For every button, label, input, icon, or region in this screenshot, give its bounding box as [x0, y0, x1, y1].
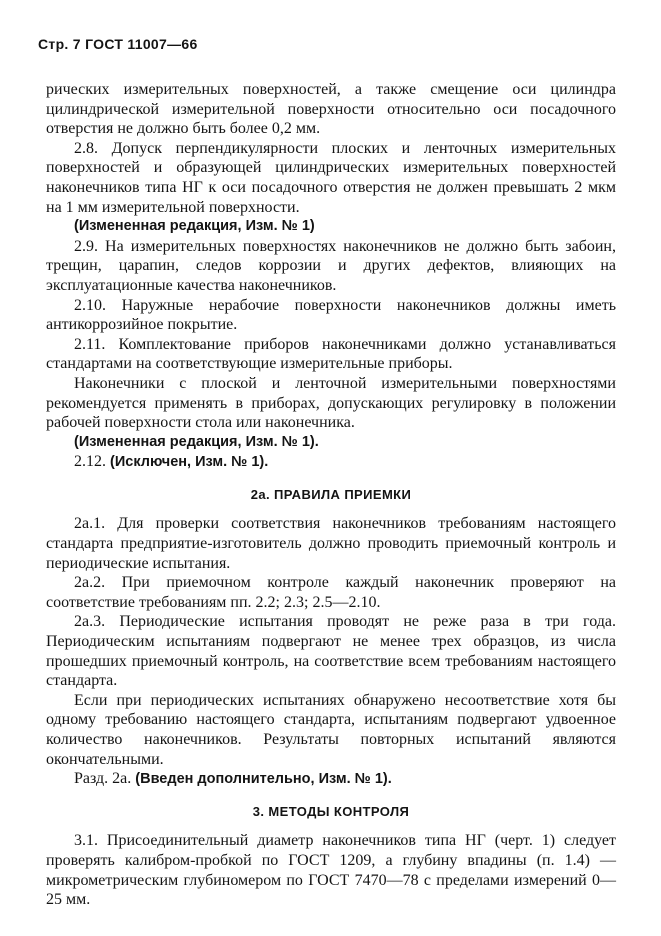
paragraph-2-11: 2.11. Комплектование приборов наконечниками должно устанавливаться стандартами на соответствующие измерительные приборы. — [46, 335, 616, 373]
page-header: Стр. 7 ГОСТ 11007—66 — [38, 36, 198, 52]
paragraph-2a-1: 2а.1. Для проверки соответствия наконечников требованиям настоящего стандарта предприятие-изготовитель должно проводить приемочный контроль и периодические испытания. — [46, 515, 616, 572]
amendment-note-2-8: (Измененная редакция, Изм. № 1) — [74, 218, 315, 235]
paragraph-2a-3-continuation: Если при периодических испытаниях обнаружено несоответствие хотя бы одному требованию настоящего стандарта, испытаниям подвергают удвоенное количество наконечников. Результаты повторных испытаний являются окончательными. — [46, 691, 616, 768]
paragraph-2a-3: 2а.3. Периодические испытания проводят не реже раза в три года. Периодическим испытаниям подвергают не менее трех образцов, из числа прошедших приемочный контроль, на соответствие всем требованиям настоящего стандарта. — [46, 613, 616, 690]
paragraph-2-12-number: 2.12. — [74, 453, 106, 471]
section-title-3: 3. МЕТОДЫ КОНТРОЛЯ — [252, 803, 410, 819]
paragraph-3-1: 3.1. Присоединительный диаметр наконечников типа НГ (черт. 1) следует проверять калибром-пробкой по ГОСТ 1209, а глубину впадины (п. 1.4) — микрометрическим глубиномером по ГОСТ 7470—78 с пределами измерений 0—25 мм. — [46, 832, 616, 909]
paragraph-2a-2: 2а.2. При приемочном контроле каждый наконечник проверяют на соответствие требованиям пп. 2.2; 2.3; 2.5—2.10. — [46, 574, 616, 611]
paragraph-2-9: 2.9. На измерительных поверхностях наконечников не должно быть забоин, трещин, царапин, следов коррозии и других дефектов, влияющих на эксплуатационные качества наконечников. — [46, 237, 616, 294]
paragraph-2-8: 2.8. Допуск перпендикулярности плоских и ленточных измерительных поверхностей и образующей цилиндрических измерительных поверхностей наконечников типа НГ к оси посадочного отверстия не должен превышать 2 мкм на 1 мм измерительной поверхности. — [46, 139, 616, 216]
amendment-note-2-11: (Измененная редакция, Изм. № 1). — [74, 433, 319, 450]
section-2a-note-prefix: Разд. 2а. — [74, 770, 132, 788]
paragraph-2-11-continuation: Наконечники с плоской и ленточной измерительными поверхностями рекомендуется применять в приборах, допускающих регулировку в положении рабочей поверхности стола или наконечника. — [46, 374, 616, 432]
amendment-note-section-2a: (Введен дополнительно, Изм. № 1). — [135, 771, 392, 788]
paragraph-2-10: 2.10. Наружные нерабочие поверхности наконечников должны иметь антикоррозийное покрытие. — [46, 296, 616, 334]
paragraph-2-12 — [46, 452, 616, 473]
amendment-note-2-12: (Исключен, Изм. № 1). — [110, 454, 269, 471]
document-body — [46, 80, 616, 910]
paragraph-section-2a-note — [46, 769, 616, 790]
section-title-2a: 2а. ПРАВИЛА ПРИЕМКИ — [250, 486, 412, 502]
paragraph-continuation: рических измерительных поверхностей, а также смещение оси цилиндра цилиндрической измерительной поверхности относительно оси посадочного отверстия не должно быть более 0,2 мм. — [46, 81, 616, 138]
